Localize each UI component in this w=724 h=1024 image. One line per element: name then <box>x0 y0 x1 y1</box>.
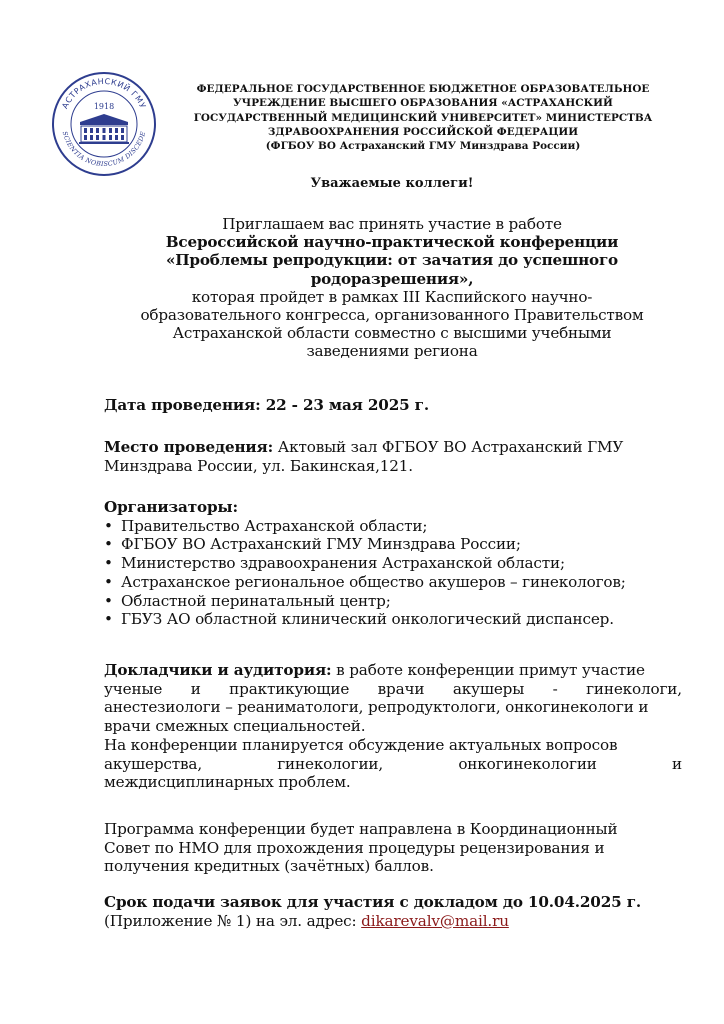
greeting-heading: Уважаемые коллеги! <box>310 176 474 191</box>
university-seal-logo <box>50 70 158 178</box>
word: гинекологи, <box>586 679 682 698</box>
invitation-line: которая пройдет в рамках III Каспийского научно- <box>191 287 593 306</box>
word: практикующие <box>229 679 350 698</box>
word: и <box>190 679 201 698</box>
speakers-section <box>104 661 682 792</box>
seal-year: 1918 <box>93 102 115 111</box>
word: гинекологии, <box>277 754 384 773</box>
word: акушеры <box>452 679 525 698</box>
organizers-label: Организаторы: <box>104 498 238 516</box>
conference-title-line: родоразрешения», <box>310 269 474 288</box>
word: ученые <box>104 679 163 698</box>
university-building-icon <box>79 114 129 144</box>
program-line: получения кредитных (зачётных) баллов. <box>104 857 434 876</box>
list-item: • Астраханское региональное общество акушеров – гинекологов; <box>104 573 682 592</box>
speakers-line: междисциплинарных проблем. <box>104 773 351 792</box>
org-line: ЗДРАВООХРАНЕНИЯ РОССИЙСКОЙ ФЕДЕРАЦИИ <box>267 125 579 138</box>
email-link[interactable]: dikarevalv@mail.ru <box>361 911 509 930</box>
deadline-section <box>104 893 682 930</box>
conference-title-line: «Проблемы репродукции: от зачатия до успешного <box>166 251 618 270</box>
organizers-list <box>104 517 682 629</box>
program-section <box>104 820 682 876</box>
place-label: Место проведения: <box>104 438 274 456</box>
invitation-line: Приглашаем вас принять участие в работе <box>222 215 562 233</box>
word: - <box>552 679 558 698</box>
event-date-text: Дата проведения: 22 - 23 мая 2025 г. <box>104 396 429 414</box>
speakers-line <box>104 680 682 699</box>
speakers-line: На конференции планируется обсуждение актуальных вопросов <box>104 735 618 754</box>
deadline-text: Срок подачи заявок для участия с докладом до 10.04.2025 г. <box>104 893 641 911</box>
seal-text-top: АСТРАХАНСКИЙ ГМУ <box>60 76 148 111</box>
org-line: ГОСУДАРСТВЕННЫЙ МЕДИЦИНСКИЙ УНИВЕРСИТЕТ» МИНИСТЕРСТВА <box>193 111 653 124</box>
org-line: УЧРЕЖДЕНИЕ ВЫСШЕГО ОБРАЗОВАНИЯ «АСТРАХАНСКИЙ <box>233 97 613 110</box>
program-line: Совет по НМО для прохождения процедуры рецензирования и <box>104 838 605 857</box>
invitation-text <box>98 215 686 361</box>
list-item: • ГБУЗ АО областной клинический онкологический диспансер. <box>104 610 682 629</box>
word: акушерства, <box>104 754 203 773</box>
event-date <box>104 396 682 415</box>
invitation-line: заведениями региона <box>306 342 478 361</box>
speakers-line: анестезиологи – реаниматологи, репродуктологи, онкогинекологи и <box>104 698 649 717</box>
place-line: Актовый зал ФГБОУ ВО Астраханский ГМУ <box>273 438 624 456</box>
organization-header <box>168 82 678 153</box>
list-item: • Министерство здравоохранения Астраханской области; <box>104 554 682 573</box>
list-item: • Правительство Астраханской области; <box>104 517 682 536</box>
word: врачи <box>377 679 425 698</box>
invitation-line: Астраханской области совместно с высшими учебными <box>172 324 612 343</box>
speakers-label: Докладчики и аудитория: <box>104 661 332 679</box>
event-place <box>104 438 682 475</box>
org-line: (ФГБОУ ВО Астраханский ГМУ Минздрава России) <box>265 140 581 153</box>
list-item: • ФГБОУ ВО Астраханский ГМУ Минздрава России; <box>104 535 682 554</box>
word: онкогинекологии <box>458 754 597 773</box>
speakers-line: врачи смежных специальностей. <box>104 717 366 736</box>
conference-title-line: Всероссийской научно-практической конференции <box>165 233 619 252</box>
speakers-line: в работе конференции примут участие <box>331 661 645 679</box>
speakers-line <box>104 755 682 774</box>
program-line: Программа конференции будет направлена в Координационный <box>104 820 618 838</box>
org-line: ФЕДЕРАЛЬНОЕ ГОСУДАРСТВЕННОЕ БЮДЖЕТНОЕ ОБРАЗОВАТЕЛЬНОЕ <box>196 83 650 95</box>
invitation-line: образовательного конгресса, организованного Правительством <box>140 306 644 325</box>
word: и <box>672 754 682 773</box>
organizers-section <box>104 498 682 629</box>
place-line: Минздрава России, ул. Бакинская,121. <box>104 456 413 475</box>
seal-text-bottom: SCIENTIA NOBISCUM DISCEDE <box>60 130 148 169</box>
deadline-prefix: (Приложение № 1) на эл. адрес: <box>104 911 362 930</box>
list-item: • Областной перинатальный центр; <box>104 592 682 611</box>
